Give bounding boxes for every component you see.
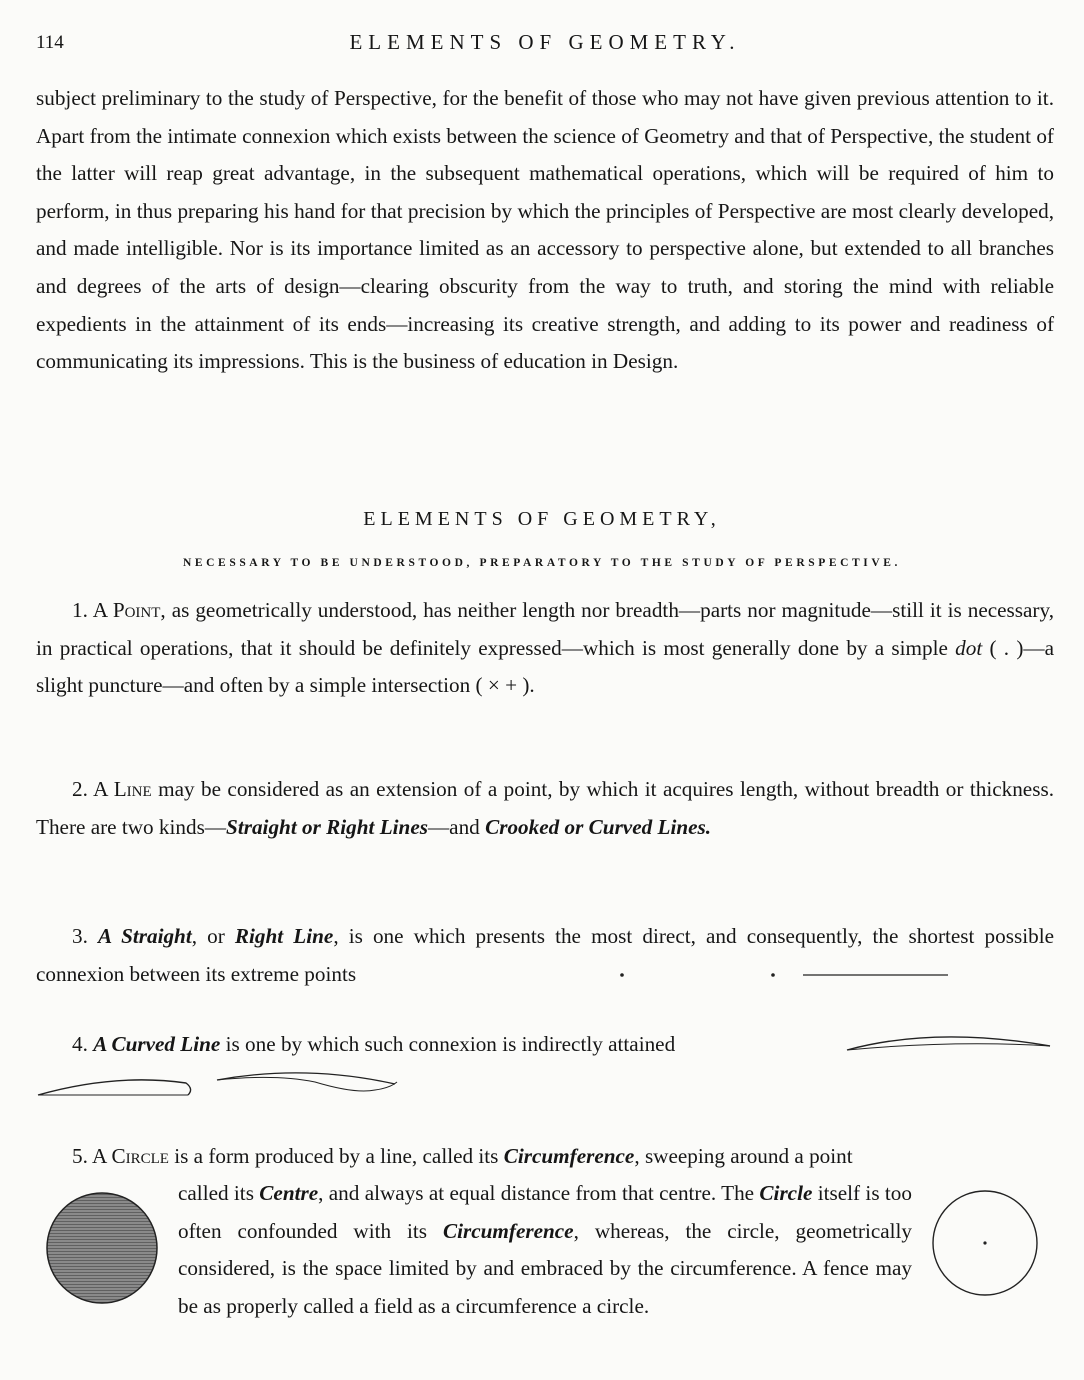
point-mark [771,973,775,977]
centre-point [983,1241,986,1244]
definition-circle [72,1138,1057,1176]
outline-circle-figure [930,1188,1042,1300]
def-text: , whereas, the circle, geometrically considered, is the space limited by and embraced by the circumference. A fence may be as properly called a field as a circumference a circle. [178,1218,912,1318]
def-text: called its [178,1181,260,1205]
straight-line-figure [610,965,950,985]
def-number: 3. [72,924,98,948]
def-text: , or [191,924,235,948]
def-term: Circle [111,1144,169,1168]
definition-line [36,771,1054,846]
def-text: itself is too often confounded with its [178,1181,912,1243]
def-number: 4. [72,1032,94,1056]
def-italic: Crooked or Curved Lines. [485,814,712,839]
def-text: , and always at equal distance from that centre. The [318,1181,760,1205]
definition-curved-line [72,1026,852,1064]
def-number: 1. A [72,598,113,622]
section-subtitle: NECESSARY TO BE UNDERSTOOD, PREPARATORY TO THE STUDY OF PERSPECTIVE. [182,557,902,569]
filled-circle-figure [44,1190,160,1306]
curved-line-figure-3 [215,1068,405,1098]
def-term: Point [112,598,161,622]
def-italic: A Curved Line [93,1032,221,1056]
definition-circle-continued [178,1175,912,1325]
def-number: 5. A [72,1144,112,1168]
def-text: , sweeping around a point [634,1144,853,1168]
def-text: , as geometrically understood, has neither length nor breadth—parts nor magnitude—still it is necessary, in practical operations, that it should be definitely expressed—which is most generally done by a simple [36,598,1054,660]
def-italic: Circumference [442,1218,574,1243]
def-italic: dot [955,635,983,660]
point-mark [620,973,624,977]
definition-point [36,592,1054,705]
page-number: 114 [36,32,64,53]
running-title: ELEMENTS OF GEOMETRY. [349,30,741,54]
def-italic: A Straight [98,924,192,948]
def-text: ( . )—a slight puncture—and often by a simple intersection ( × + ). [36,635,1055,698]
def-text: , is one which presents the most direct, and consequently, the shortest possible connexion between its extreme points [36,924,1054,986]
curved-line-figure-1 [845,1032,1055,1056]
intro-paragraph: subject preliminary to the study of Perspective, for the benefit of those who may not have given previous attention to it. Apart from the intimate connexion which exists between the science of Geometry and that of Perspective, the student of the latter will reap great advantage, in the subsequent mathematical operations, which will be required of him to perform, in thus preparing his hand for that precision by which the principles of Perspective are most clearly developed, and made intelligible. Nor is its importance limited as an accessory to perspective alone, but extended to all branches and degrees of the arts of design—clearing obscurity from the way to truth, and storing the mind with reliable expedients in the attainment of its ends—increasing its creative strength, and adding to its power and readiness of communicating its impressions. This is the business of education in Design. [36,86,1054,374]
def-italic: Circle [759,1181,813,1205]
def-italic: Centre [259,1181,319,1205]
def-number: 2. A [72,777,114,801]
curved-line-figure-2 [36,1075,196,1099]
def-italic: Straight or Right Lines [226,814,428,839]
def-text: is one by which such connexion is indirectly attained [220,1032,676,1056]
def-italic: Circumference [503,1144,635,1168]
def-italic: Right Line [234,924,334,948]
running-head [36,30,1054,60]
def-term: Line [113,777,152,801]
def-text: may be considered as an extension of a point, by which it acquires length, without breadth or thickness. There are two kinds— [36,777,1054,839]
def-text: —and [427,814,486,839]
def-text: is a form produced by a line, called its [168,1144,504,1168]
section-title: ELEMENTS OF GEOMETRY, [363,508,721,530]
